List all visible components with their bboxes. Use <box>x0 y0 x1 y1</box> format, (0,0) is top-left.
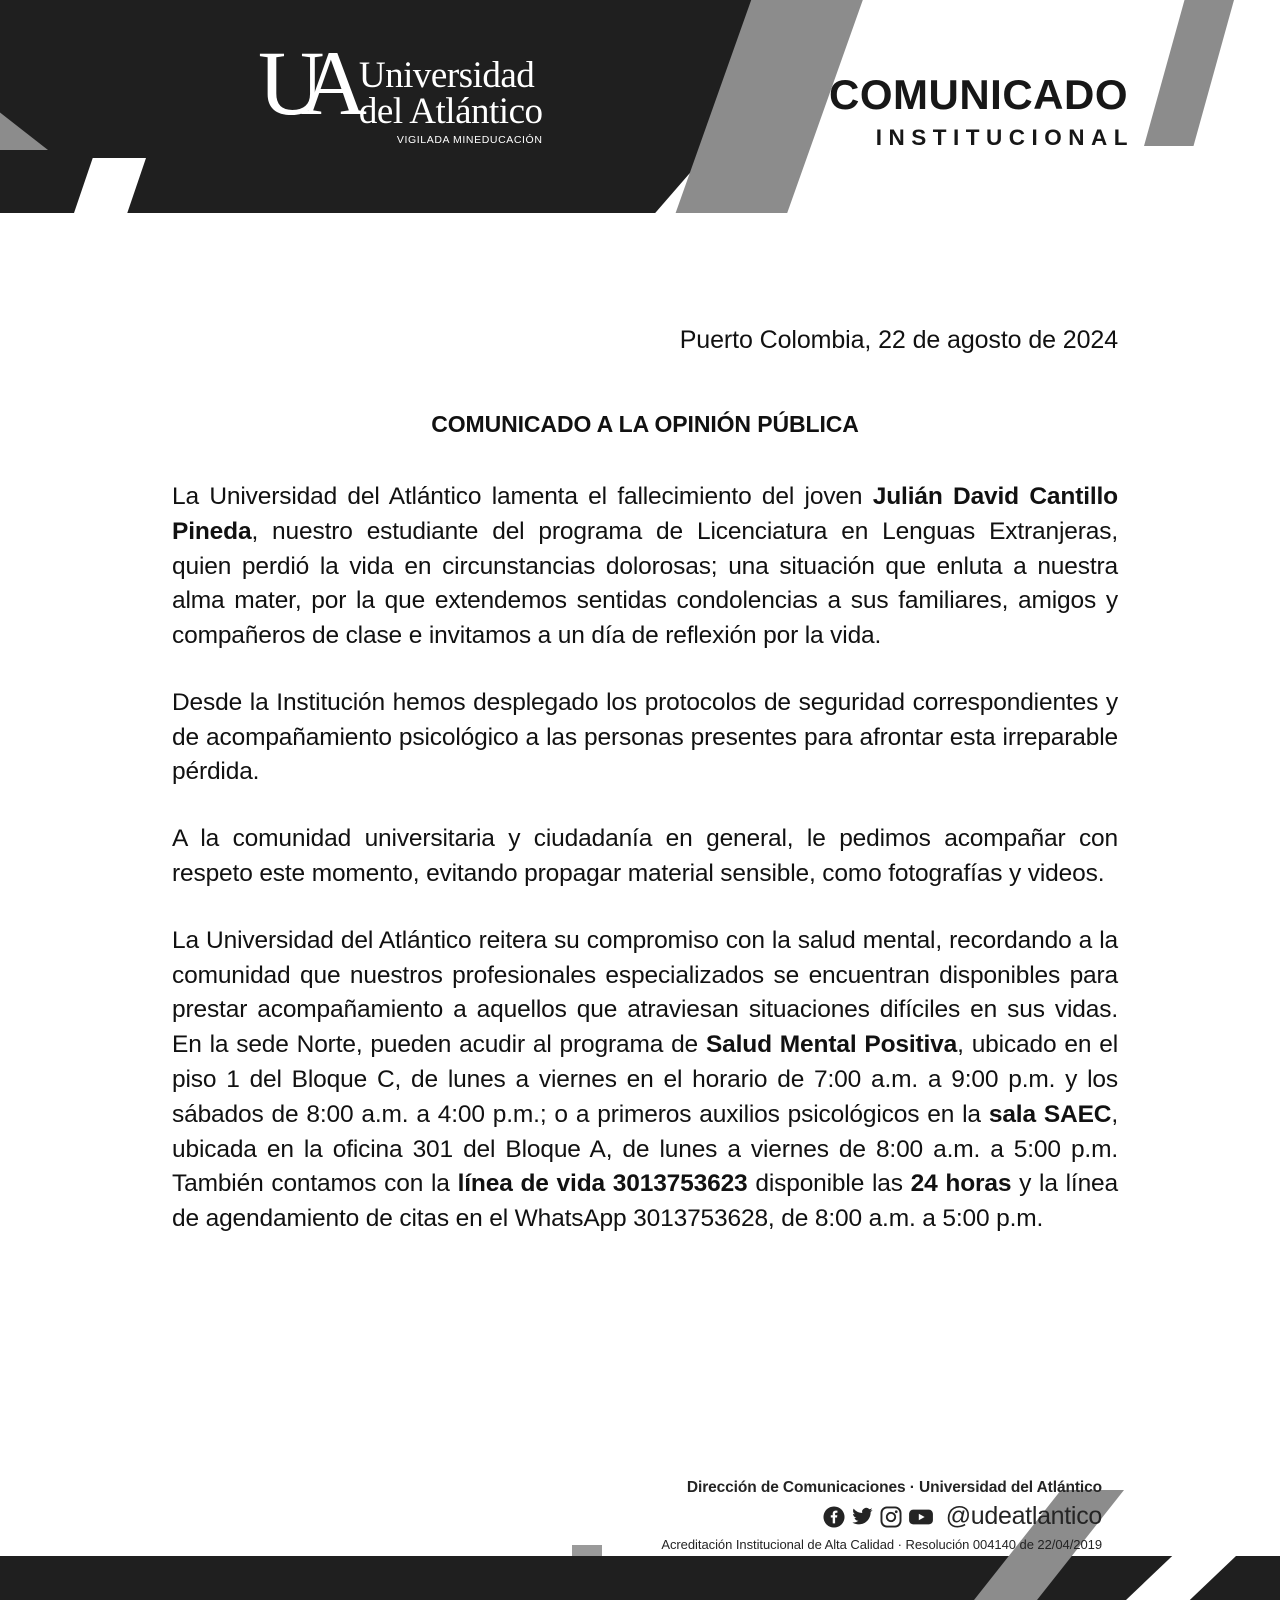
paragraph-p4 <box>172 924 1118 1237</box>
header-subtitle: INSTITUCIONAL <box>875 125 1134 150</box>
header-corner-gray-slash <box>1144 0 1234 146</box>
body-text: disponible las <box>747 1170 911 1198</box>
emphasis-text: Salud Mental Positiva <box>705 1031 958 1059</box>
social-links-row <box>661 1502 1102 1531</box>
body-text: A la comunidad universitaria y ciudadanía en general, le pedimos acompañar con respeto este momento, evitando propagar material sensible, como fotografías y videos. <box>172 825 1118 888</box>
document-footer <box>0 1440 1280 1600</box>
social-handle[interactable]: @udeatlantico <box>945 1502 1102 1530</box>
header-title-block <box>829 71 1134 151</box>
paragraph-p3 <box>172 822 1118 892</box>
paragraph-p2 <box>172 686 1118 790</box>
emphasis-text: línea de vida 3013753623 <box>457 1170 748 1198</box>
footer-dark-bar <box>0 1556 1280 1600</box>
body-text: , nuestro estudiante del programa de Licenciatura en Lenguas Extranjeras, quien perdió la vida en circunstancias dolorosas; una situación que enluta a nuestra alma mater, por la que extendemos sentidas condolencias a sus familiares, amigos y compañeros de clase e invitamos a un día de reflexión por la vida. <box>172 517 1118 650</box>
emphasis-text: sala SAEC <box>988 1100 1112 1128</box>
date-line: Puerto Colombia, 22 de agosto de 2024 <box>679 326 1118 354</box>
emphasis-text: Julián David Cantillo Pineda <box>172 483 1118 545</box>
body-text: La Universidad del Atlántico lamenta el fallecimiento del joven <box>172 483 873 510</box>
paragraph-p1 <box>172 480 1118 654</box>
body-text: , ubicada en la oficina 301 del Bloque A, de lunes a viernes de 8:00 a.m. a 5:00 p.m. También contamos con la <box>172 1100 1118 1198</box>
footer-accreditation: Acreditación Institucional de Alta Calidad · Resolución 004140 de 22/04/2019 <box>661 1537 1102 1552</box>
logo-monogram-ua: UA <box>258 32 343 134</box>
logo-line-universidad: Universidad <box>358 55 535 96</box>
university-logo <box>258 32 543 147</box>
emphasis-text: 24 horas <box>910 1170 1012 1198</box>
document-header <box>0 0 1280 213</box>
facebook-icon[interactable] <box>823 1506 845 1528</box>
body-text: , ubicado en el piso 1 del Bloque C, de lunes a viernes en el horario de 7:00 a.m. a 9:00 p.m. y los sábados de 8:00 a.m. a 4:00 p.m.; o a primeros auxilios psicológicos en la <box>172 1031 1118 1128</box>
page-title: COMUNICADO A LA OPINIÓN PÚBLICA <box>431 411 859 437</box>
document-body <box>172 326 1118 1237</box>
header-title: COMUNICADO <box>829 71 1128 118</box>
body-text: y la línea de agendamiento de citas en el WhatsApp 3013753628, de 8:00 a.m. a 5:00 p.m. <box>172 1170 1118 1233</box>
footer-text-block <box>661 1479 1102 1552</box>
logo-line-vigilada: VIGILADA MINEDUCACIÓN <box>396 134 543 147</box>
logo-wordmark <box>359 52 543 146</box>
body-text: La Universidad del Atlántico reitera su compromiso con la salud mental, recordando a la comunidad que nuestros profesionales especializados se encuentran disponibles para prestar acompañamiento a aquellos que atraviesan situaciones difíciles en sus vidas. En la sede Norte, pueden acudir al programa de <box>172 926 1118 1059</box>
footer-gray-tab <box>572 1545 602 1556</box>
twitter-icon[interactable] <box>851 1506 874 1528</box>
paragraph-list <box>172 480 1118 1237</box>
youtube-icon[interactable] <box>908 1506 934 1528</box>
body-text: Desde la Institución hemos desplegado los protocolos de seguridad correspondientes y de acompañamiento psicológico a las personas presentes para afrontar esta irreparable pérdida. <box>172 688 1118 786</box>
logo-line-atlantico: del Atlántico <box>358 90 543 132</box>
instagram-icon[interactable] <box>880 1506 902 1528</box>
footer-office-line: Dirección de Comunicaciones · Universidad del Atlántico <box>686 1479 1102 1496</box>
